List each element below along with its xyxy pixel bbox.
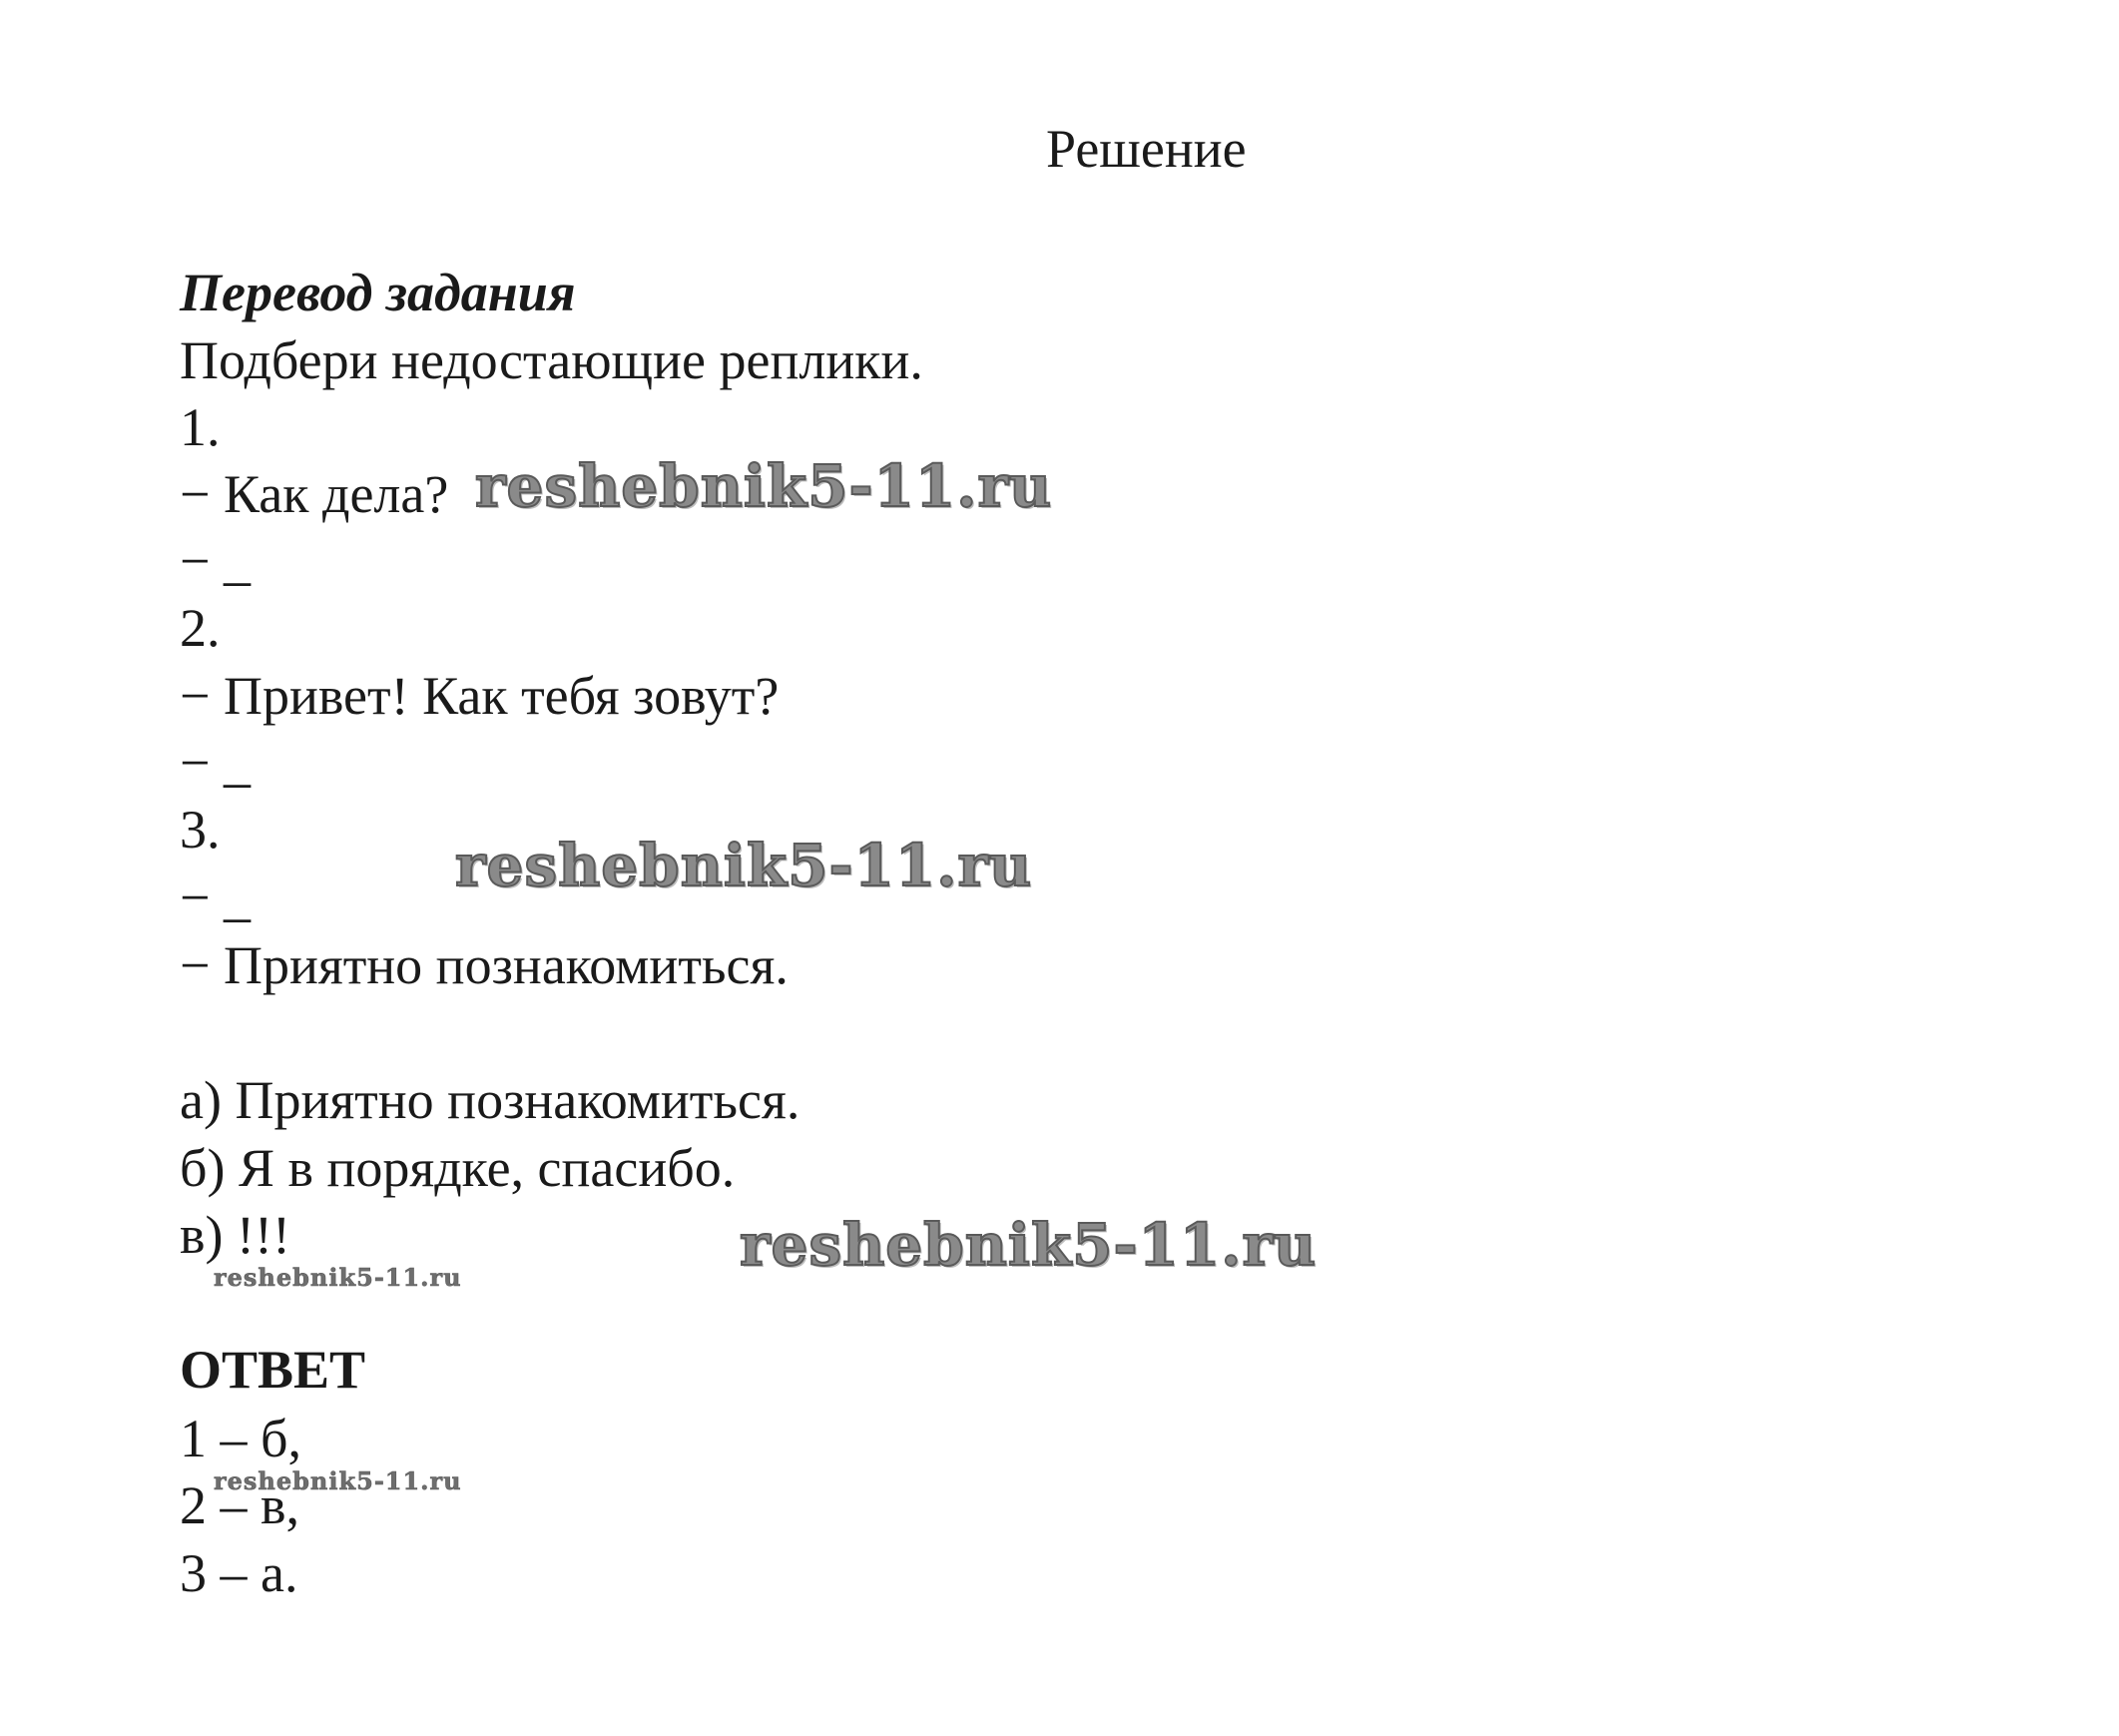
watermark-small-2: reshebnik5-11.ru bbox=[214, 1466, 462, 1495]
task-instruction: Подбери недостающие реплики. bbox=[180, 330, 923, 390]
task-heading: Перевод задания bbox=[180, 263, 576, 322]
dialogue-1-line2: − _ bbox=[180, 531, 251, 591]
option-c: в) !!! bbox=[180, 1205, 290, 1265]
dialogue-3-line2: − Приятно познакомиться. bbox=[180, 935, 789, 995]
watermark-small-1: reshebnik5-11.ru bbox=[214, 1263, 462, 1292]
option-b: б) Я в порядке, спасибо. bbox=[180, 1138, 736, 1198]
dialogue-1-line1: − Как дела? bbox=[180, 464, 449, 524]
watermark-large-3: reshebnik5-11.ru bbox=[740, 1211, 1318, 1279]
answer-item-1: 1 – б, bbox=[180, 1409, 301, 1468]
answer-item-2: 2 – в, bbox=[180, 1475, 299, 1535]
page-title: Решение bbox=[1046, 119, 1247, 179]
dialogue-2-number: 2. bbox=[180, 598, 221, 658]
answer-item-3: 3 – а. bbox=[180, 1543, 298, 1603]
watermark-large-1: reshebnik5-11.ru bbox=[475, 452, 1053, 520]
dialogue-1-number: 1. bbox=[180, 397, 221, 457]
watermark-large-2: reshebnik5-11.ru bbox=[455, 832, 1033, 899]
dialogue-3-number: 3. bbox=[180, 800, 221, 860]
option-a: а) Приятно познакомиться. bbox=[180, 1070, 800, 1130]
dialogue-2-line2: − _ bbox=[180, 733, 251, 793]
dialogue-2-line1: − Привет! Как тебя зовут? bbox=[180, 666, 780, 726]
answer-heading: ОТВЕТ bbox=[180, 1340, 366, 1400]
dialogue-3-line1: − _ bbox=[180, 868, 251, 927]
